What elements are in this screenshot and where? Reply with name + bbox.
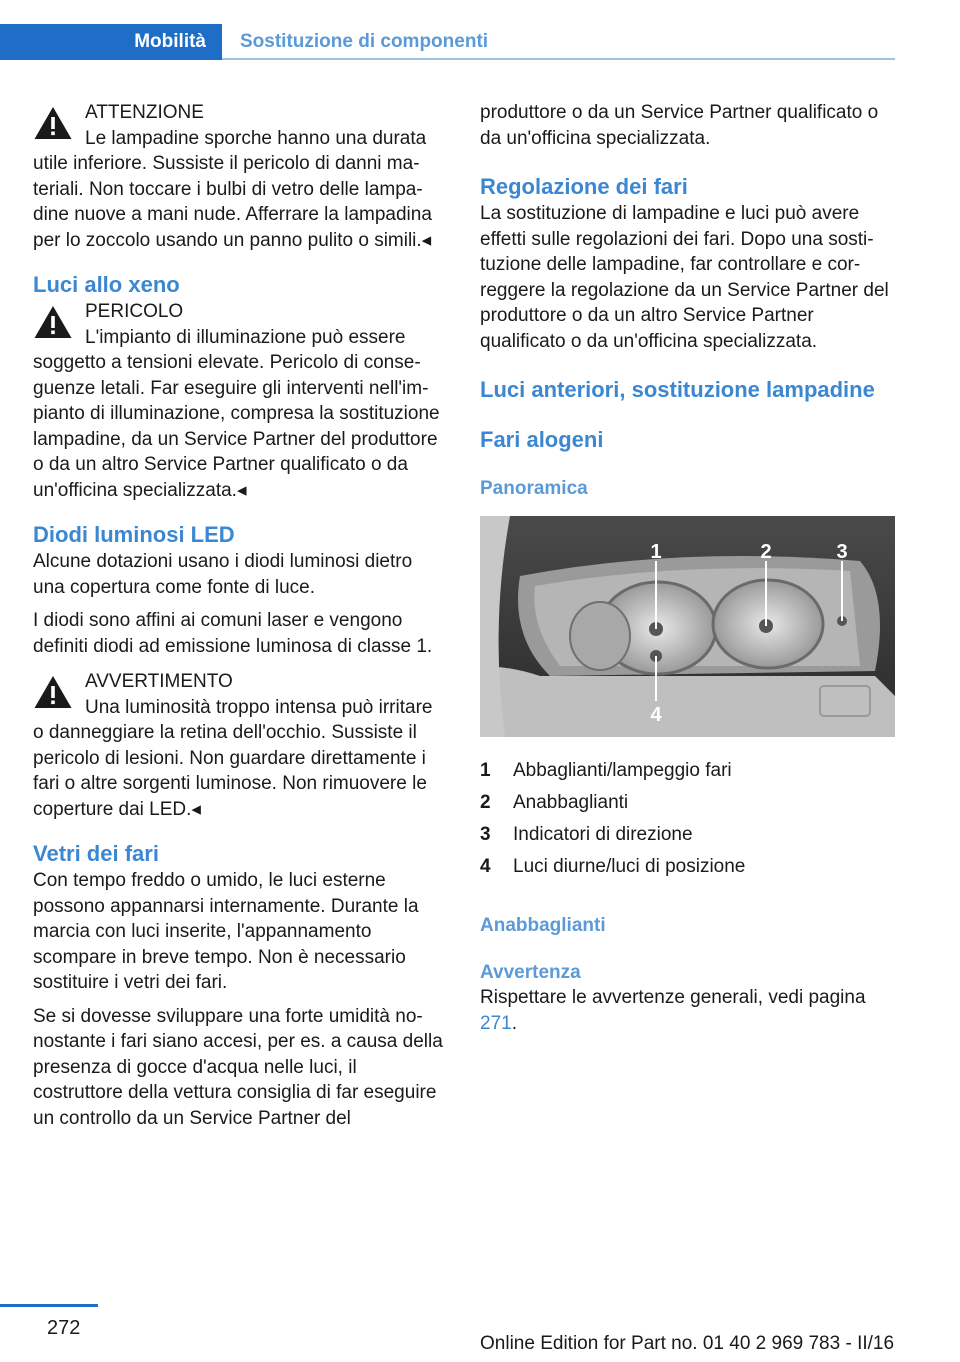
warning-title: ATTENZIONE	[85, 102, 204, 123]
warning-attention	[33, 100, 448, 253]
right-column	[480, 100, 895, 1036]
heading-halogen: Fari alogeni	[480, 427, 604, 452]
legend-item	[480, 787, 895, 819]
heading-front-lights: Luci anteriori, sostituzione lampadine	[480, 377, 875, 402]
left-column	[33, 100, 448, 1131]
warning-caution	[33, 669, 448, 822]
glass-paragraph-1: Con tempo freddo o umido, le luci esterne possono appannarsi internamente. Durante la marcia con luci inserite, l'appannamento scompare in breve tempo. Non è necessario sostituire i vetri dei fari.	[33, 870, 419, 993]
warning-title: PERICOLO	[85, 301, 184, 322]
warning-text: L'impianto di illuminazione può essere soggetto a tensioni elevate. Pericolo di conseguenze letali. Far eseguire gli interventi nell'impianto di illuminazione, compresa la sostituzione lampadine, da un Service Partner del produttore o da un altro Service Partner qualificato o da un'officina specializzata.◂	[33, 326, 440, 501]
legend-item	[480, 819, 895, 851]
adjustment-paragraph: La sostituzione di lampadine e luci può avere effetti sulle regolazioni dei fari. Dopo una sostituzione delle lampadine, far controllare e correggere la regolazione da un Service Partner del produttore o da un altro Service Partner qualificato o da un'officina specializzata.	[480, 203, 889, 352]
legend-number: 4	[480, 856, 491, 877]
note-end: .	[511, 1012, 517, 1034]
legend-text: Luci diurne/luci di posizione	[513, 856, 746, 877]
note-text: Rispettare le avvertenze generali, vedi pagina	[480, 987, 866, 1008]
legend-item	[480, 755, 895, 787]
photo-label-1: 1	[650, 541, 662, 563]
warning-triangle-icon	[33, 674, 73, 710]
legend-text: Indicatori di direzione	[513, 824, 693, 845]
glass-paragraph-2: Se si dovesse sviluppare una forte umidità nonostante i fari siano accesi, per es. a causa della presenza di gocce d'acqua nelle luci, il costruttore della vettura consiglia di far eseguire un controllo da un Service Partner del	[33, 1005, 443, 1129]
heading-led: Diodi luminosi LED	[33, 522, 235, 547]
heading-overview: Panoramica	[480, 478, 588, 499]
page-number: 272	[47, 1317, 81, 1339]
chapter-label: Sostituzione di componenti	[240, 31, 489, 52]
legend-text: Abbaglianti/lampeggio fari	[513, 760, 732, 781]
page-reference-link[interactable]: 271	[480, 1012, 512, 1034]
note-paragraph	[480, 985, 895, 1036]
led-paragraph-2: I diodi sono affini ai comuni laser e vengono definiti diodi ad emissione luminosa di classe 1.	[33, 610, 433, 657]
photo-label-3: 3	[836, 541, 848, 563]
photo-label-4: 4	[650, 704, 662, 726]
heading-adjustment: Regolazione dei fari	[480, 174, 688, 199]
page-header	[0, 24, 895, 60]
legend-number: 1	[480, 760, 491, 781]
photo-legend	[480, 755, 895, 883]
legend-text: Anabbaglianti	[513, 792, 629, 813]
warning-text: Le lampadine sporche hanno una durata utile inferiore. Sussiste il pericolo di danni materiali. Non toccare i bulbi di vetro delle lampadine nuove a mani nude. Afferrare la lampadina per lo zoccolo usando un panno pulito o simili.◂	[33, 127, 432, 251]
warning-danger	[33, 299, 448, 503]
footer-divider	[0, 1304, 98, 1307]
warning-triangle-icon	[33, 304, 73, 340]
warning-triangle-icon	[33, 105, 73, 141]
heading-xeno: Luci allo xeno	[33, 272, 180, 297]
section-label: Mobilità	[134, 31, 206, 52]
warning-title: AVVERTIMENTO	[85, 671, 233, 692]
edition-info: Online Edition for Part no. 01 40 2 969 783 - II/16	[480, 1333, 895, 1354]
heading-glass: Vetri dei fari	[33, 841, 159, 866]
legend-item	[480, 851, 895, 883]
header-divider	[222, 58, 895, 60]
continued-paragraph: produttore o da un Service Partner qualificato o da un'officina specializzata.	[480, 102, 879, 149]
warning-text: Una luminosità troppo intensa può irritare o danneggiare la retina dell'occhio. Sussiste il pericolo di lesioni. Non guardare direttamente i fari o altre sorgenti luminose. Non rimuovere le coperture dai LED.◂	[33, 696, 433, 820]
heading-note: Avvertenza	[480, 962, 581, 983]
legend-number: 2	[480, 792, 491, 813]
headlight-photo	[480, 516, 895, 737]
section-tab	[0, 24, 222, 60]
photo-label-2: 2	[760, 541, 772, 563]
led-paragraph-1: Alcune dotazioni usano i diodi luminosi dietro una copertura come fonte di luce.	[33, 551, 413, 598]
legend-number: 3	[480, 824, 491, 845]
heading-low-beam: Anabbaglianti	[480, 915, 606, 936]
